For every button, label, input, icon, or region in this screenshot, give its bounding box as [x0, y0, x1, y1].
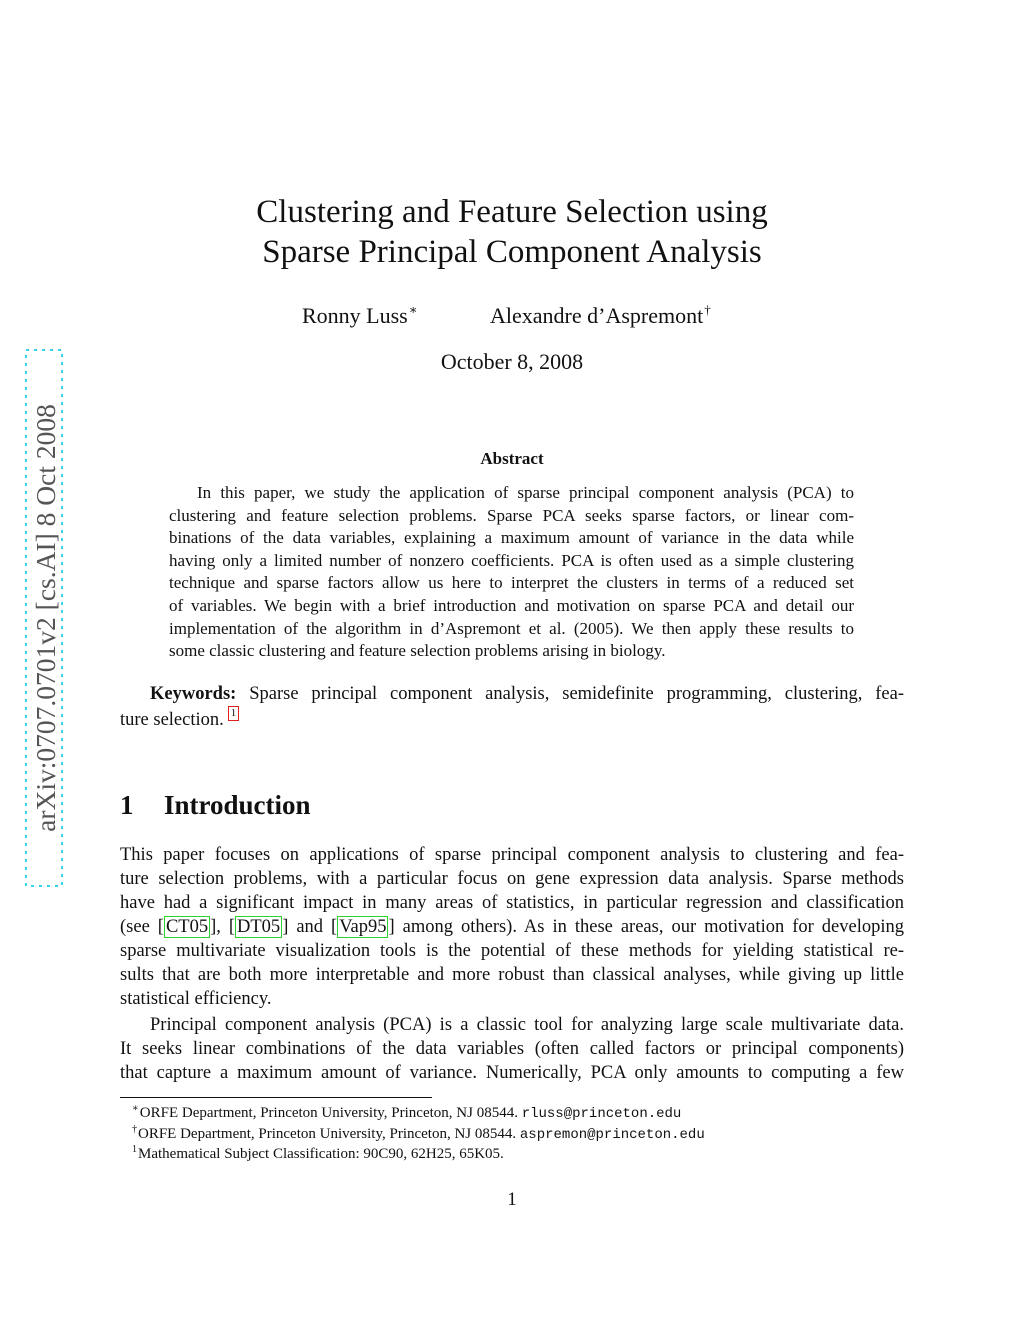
author-footnote-mark: † — [704, 302, 711, 317]
footnote-text: ORFE Department, Princeton University, Princeton, NJ 08544. — [139, 1105, 522, 1121]
keywords-line-2 — [120, 706, 904, 732]
paper-title-line-2: Sparse Principal Component Analysis — [262, 234, 762, 270]
body-text: ] and [ — [282, 917, 338, 937]
keywords-line-1 — [150, 682, 904, 706]
footnote-mark: 1 — [132, 1144, 137, 1155]
page-number: 1 — [507, 1189, 517, 1210]
abstract-line: having only a limited number of nonzero coefficients. PCA is often used as a simple clustering — [169, 551, 854, 570]
paper-date: October 8, 2008 — [440, 349, 584, 374]
body-line: sults that are both more interpretable and more robust than classical analyses, while giving up little — [120, 965, 904, 985]
footnote-mark: ∗ — [132, 1103, 139, 1114]
keywords-label: Keywords: — [150, 684, 237, 704]
arxiv-identifier: arXiv:0707.0701v2 [cs.AI] 8 Oct 2008 — [30, 404, 61, 832]
footnote-text: Mathematical Subject Classification: 90C90, 62H25, 65K05. — [138, 1146, 504, 1162]
abstract-line: some classic clustering and feature selection problems arising in biology. — [169, 641, 666, 660]
section-title: Introduction — [164, 790, 311, 820]
abstract-heading: Abstract — [480, 449, 544, 468]
body-text: (see [ — [120, 917, 164, 937]
paper-title-line-1: Clustering and Feature Selection using — [256, 194, 768, 230]
abstract-line: clustering and feature selection problems. Sparse PCA seeks sparse factors, or linear com- — [169, 506, 854, 525]
abstract-line: In this paper, we study the application of sparse principal component analysis (PCA) to — [197, 483, 854, 502]
footnote-mark: † — [132, 1124, 137, 1135]
body-line: have had a significant impact in many areas of statistics, in particular regression and classification — [120, 893, 904, 913]
author-name: Alexandre d’Aspremont — [490, 303, 704, 328]
keywords-text: ture selection. — [120, 710, 224, 730]
section-number: 1 — [120, 790, 134, 820]
body-text: ], [ — [210, 917, 236, 937]
body-text: ] among others). As in these areas, our motivation for developing — [388, 917, 904, 937]
citation-vap95[interactable]: Vap95 — [339, 917, 387, 937]
abstract-line: binations of the data variables, explaining a maximum amount of variance in the data while — [169, 528, 854, 547]
abstract-line: technique and sparse factors allow us here to interpret the clusters in terms of a reduced set — [169, 573, 854, 592]
body-line: This paper focuses on applications of sparse principal component analysis to clustering and fea- — [120, 845, 904, 865]
footnote-email: aspremon@princeton.edu — [519, 1127, 705, 1143]
body-line: sparse multivariate visualization tools is the potential of these methods for yielding statistical re- — [120, 941, 904, 961]
author-footnote-mark: ∗ — [408, 302, 418, 317]
abstract-line: of variables. We begin with a brief introduction and motivation on sparse PCA and detail our — [169, 596, 854, 615]
author-name: Ronny Luss — [302, 303, 408, 328]
footnote-rule — [120, 1097, 432, 1098]
section-heading — [120, 790, 311, 821]
footnote-text: ORFE Department, Princeton University, Princeton, NJ 08544. — [138, 1126, 520, 1142]
footnote-email: rluss@princeton.edu — [521, 1106, 682, 1122]
abstract-line: implementation of the algorithm in d’Aspremont et al. (2005). We then apply these results to — [169, 619, 854, 638]
citation-ct05[interactable]: CT05 — [165, 917, 209, 937]
body-line-citations — [120, 915, 904, 939]
author-1 — [302, 302, 418, 329]
footnote-link-1[interactable]: 1 — [228, 706, 240, 721]
body-line: It seeks linear combinations of the data variables (often called factors or principal components) — [120, 1039, 904, 1059]
citation-dt05[interactable]: DT05 — [237, 917, 281, 937]
body-line: Principal component analysis (PCA) is a classic tool for analyzing large scale multivariate data. — [150, 1015, 904, 1035]
author-2 — [490, 302, 711, 329]
body-line: that capture a maximum amount of variance. Numerically, PCA only amounts to computing a few — [120, 1063, 904, 1083]
footnote-3 — [132, 1140, 504, 1164]
keywords-text: Sparse principal component analysis, semidefinite programming, clustering, fea- — [249, 684, 905, 704]
arxiv-stamp — [24, 348, 64, 888]
body-line: ture selection problems, with a particular focus on gene expression data analysis. Sparse methods — [120, 869, 904, 889]
body-line: statistical efficiency. — [120, 989, 272, 1009]
